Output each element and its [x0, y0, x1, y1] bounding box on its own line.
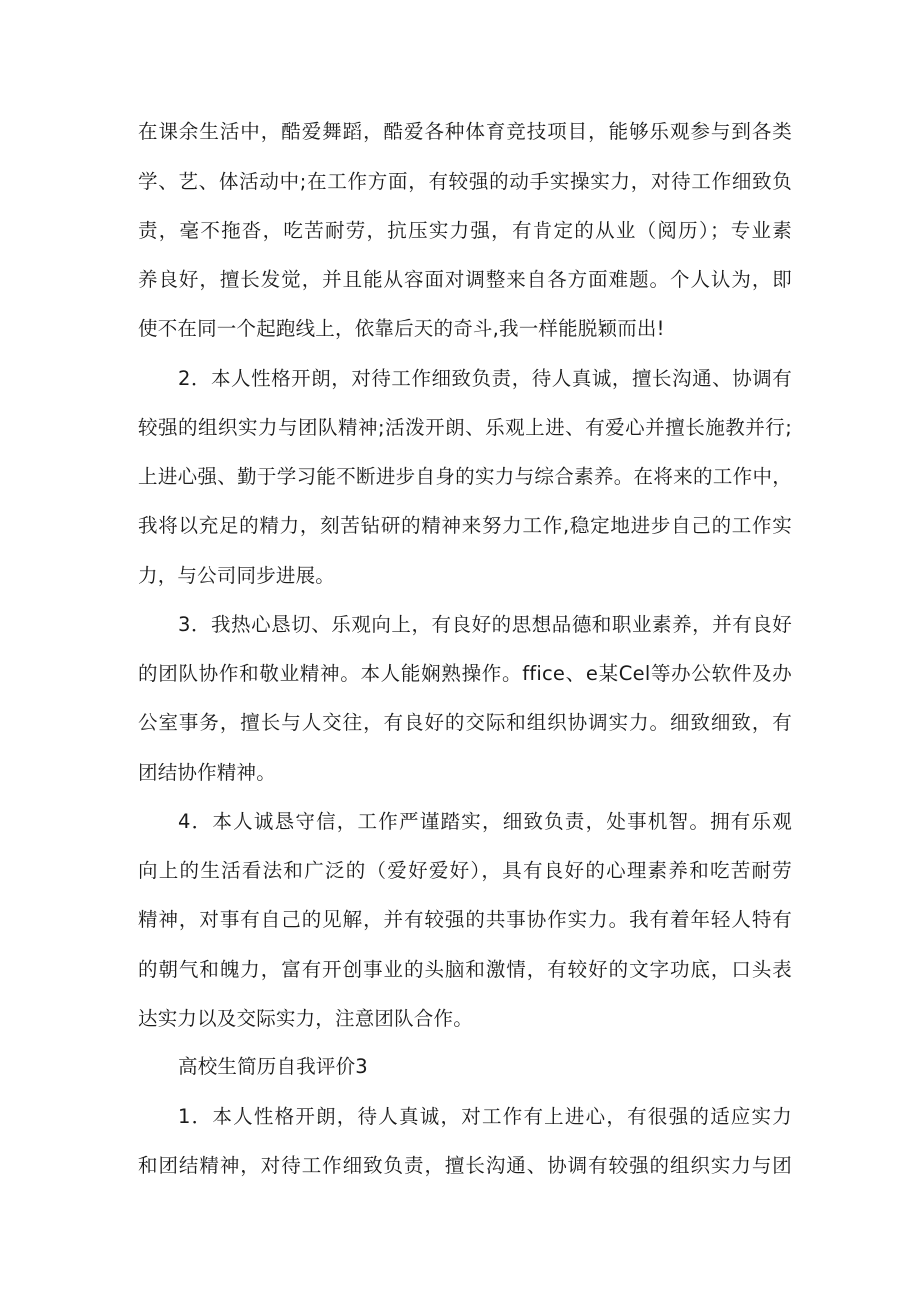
item-3-line: 公室事务，擅长与人交往，有良好的交际和组织协调实力。细致细致，有 [138, 711, 792, 734]
paragraph-line: 学、艺、体活动中;在工作方面，有较强的动手实操实力，对待工作细致负 [138, 170, 792, 193]
item-4-line: 4．本人诚恳守信，工作严谨踏实，细致负责，处事机智。拥有乐观 [178, 810, 792, 833]
paragraph-line: 责，毫不拖沓，吃苦耐劳，抗压实力强，有肯定的从业（阅历）；专业素 [138, 219, 792, 242]
section-heading: 高校生简历自我评价3 [178, 1055, 368, 1078]
section3-item-1-line: 1．本人性格开朗，待人真诚，对工作有上进心，有很强的适应实力 [178, 1105, 792, 1128]
item-3-line: 3．我热心恳切、乐观向上，有良好的思想品德和职业素养，并有良好 [178, 613, 792, 636]
item-2-line: 较强的组织实力与团队精神;活泼开朗、乐观上进、有爱心并擅长施教并行; [138, 416, 792, 439]
section3-item-1-line: 和团结精神，对待工作细致负责，擅长沟通、协调有较强的组织实力与团 [138, 1154, 792, 1177]
paragraph-line: 在课余生活中，酷爱舞蹈，酷爱各种体育竞技项目，能够乐观参与到各类 [138, 120, 792, 143]
paragraph-line: 使不在同一个起跑线上，依靠后天的奇斗,我一样能脱颖而出! [138, 317, 665, 340]
paragraph-line: 养良好，擅长发觉，并且能从容面对调整来自各方面难题。个人认为，即 [138, 268, 792, 291]
item-4-line: 向上的生活看法和广泛的（爱好爱好），具有良好的心理素养和吃苦耐劳 [138, 859, 792, 882]
item-3-line: 团结协作精神。 [138, 761, 276, 784]
item-2-line: 2．本人性格开朗，对待工作细致负责，待人真诚，擅长沟通、协调有 [178, 367, 792, 390]
item-3-line: 的团队协作和敬业精神。本人能娴熟操作。ffice、e某Cel等办公软件及办 [138, 662, 792, 685]
item-2-line: 力，与公司同步进展。 [138, 564, 336, 587]
item-4-line: 精神，对事有自己的见解，并有较强的共事协作实力。我有着年轻人特有 [138, 908, 792, 931]
item-2-line: 我将以充足的精力，刻苦钻研的精神来努力工作,稳定地进步自己的工作实 [138, 514, 792, 537]
item-4-line: 达实力以及交际实力，注意团队合作。 [138, 1007, 473, 1030]
item-4-line: 的朝气和魄力，富有开创事业的头脑和激情，有较好的文字功底，口头表 [138, 958, 792, 981]
item-2-line: 上进心强、勤于学习能不断进步自身的实力与综合素养。在将来的工作中， [138, 465, 792, 488]
